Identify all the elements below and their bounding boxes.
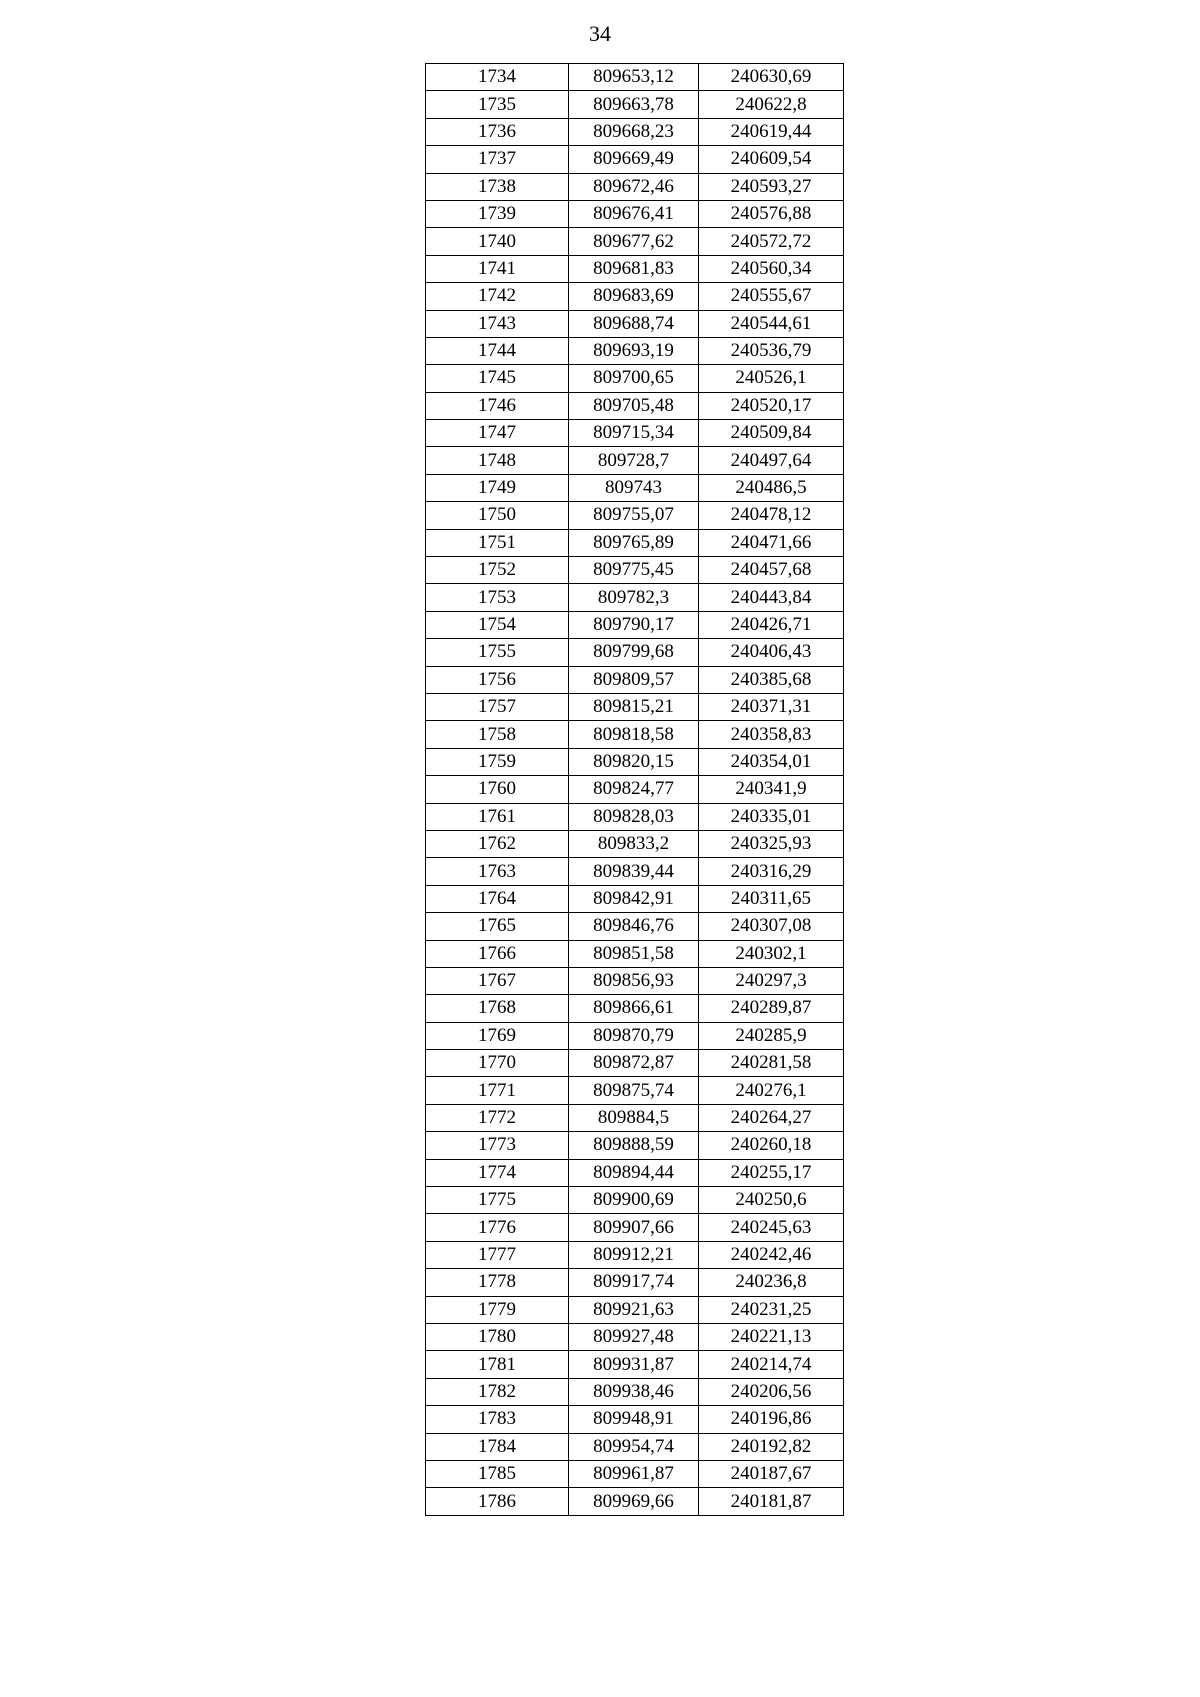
y-coordinate-cell: 240181,87 (699, 1488, 844, 1515)
table-row (426, 1104, 844, 1131)
y-coordinate-cell: 240555,67 (699, 283, 844, 310)
y-coordinate-cell: 240289,87 (699, 995, 844, 1022)
table-row (426, 830, 844, 857)
x-coordinate-cell: 809653,12 (569, 64, 699, 91)
point-number-cell: 1777 (426, 1241, 569, 1268)
table-row (426, 1406, 844, 1433)
point-number-cell: 1740 (426, 228, 569, 255)
x-coordinate-cell: 809856,93 (569, 967, 699, 994)
point-number-cell: 1783 (426, 1406, 569, 1433)
y-coordinate-cell: 240619,44 (699, 118, 844, 145)
point-number-cell: 1739 (426, 200, 569, 227)
point-number-cell: 1744 (426, 337, 569, 364)
y-coordinate-cell: 240311,65 (699, 885, 844, 912)
x-coordinate-cell: 809790,17 (569, 611, 699, 638)
y-coordinate-cell: 240236,8 (699, 1269, 844, 1296)
y-coordinate-cell: 240325,93 (699, 830, 844, 857)
point-number-cell: 1773 (426, 1132, 569, 1159)
x-coordinate-cell: 809884,5 (569, 1104, 699, 1131)
point-number-cell: 1764 (426, 885, 569, 912)
point-number-cell: 1753 (426, 584, 569, 611)
x-coordinate-cell: 809775,45 (569, 557, 699, 584)
point-number-cell: 1785 (426, 1460, 569, 1487)
table-row (426, 200, 844, 227)
x-coordinate-cell: 809688,74 (569, 310, 699, 337)
y-coordinate-cell: 240307,08 (699, 913, 844, 940)
table-row (426, 228, 844, 255)
table-row (426, 1077, 844, 1104)
x-coordinate-cell: 809833,2 (569, 830, 699, 857)
y-coordinate-cell: 240443,84 (699, 584, 844, 611)
x-coordinate-cell: 809839,44 (569, 858, 699, 885)
x-coordinate-cell: 809961,87 (569, 1460, 699, 1487)
table-row (426, 1488, 844, 1515)
y-coordinate-cell: 240622,8 (699, 91, 844, 118)
x-coordinate-cell: 809921,63 (569, 1296, 699, 1323)
table-row (426, 666, 844, 693)
point-number-cell: 1751 (426, 529, 569, 556)
point-number-cell: 1757 (426, 693, 569, 720)
table-row (426, 502, 844, 529)
y-coordinate-cell: 240341,9 (699, 776, 844, 803)
x-coordinate-cell: 809728,7 (569, 447, 699, 474)
y-coordinate-cell: 240276,1 (699, 1077, 844, 1104)
y-coordinate-cell: 240509,84 (699, 420, 844, 447)
x-coordinate-cell: 809715,34 (569, 420, 699, 447)
table-row (426, 118, 844, 145)
point-number-cell: 1756 (426, 666, 569, 693)
x-coordinate-cell: 809743 (569, 474, 699, 501)
y-coordinate-cell: 240192,82 (699, 1433, 844, 1460)
y-coordinate-cell: 240250,6 (699, 1187, 844, 1214)
y-coordinate-cell: 240497,64 (699, 447, 844, 474)
point-number-cell: 1759 (426, 748, 569, 775)
table-row (426, 1159, 844, 1186)
x-coordinate-cell: 809917,74 (569, 1269, 699, 1296)
point-number-cell: 1766 (426, 940, 569, 967)
y-coordinate-cell: 240371,31 (699, 693, 844, 720)
point-number-cell: 1752 (426, 557, 569, 584)
point-number-cell: 1735 (426, 91, 569, 118)
y-coordinate-cell: 240354,01 (699, 748, 844, 775)
y-coordinate-cell: 240187,67 (699, 1460, 844, 1487)
table-row (426, 639, 844, 666)
y-coordinate-cell: 240316,29 (699, 858, 844, 885)
point-number-cell: 1775 (426, 1187, 569, 1214)
table-row (426, 392, 844, 419)
table-row (426, 146, 844, 173)
point-number-cell: 1768 (426, 995, 569, 1022)
point-number-cell: 1746 (426, 392, 569, 419)
point-number-cell: 1767 (426, 967, 569, 994)
x-coordinate-cell: 809755,07 (569, 502, 699, 529)
table-row (426, 913, 844, 940)
point-number-cell: 1758 (426, 721, 569, 748)
point-number-cell: 1778 (426, 1269, 569, 1296)
x-coordinate-cell: 809672,46 (569, 173, 699, 200)
point-number-cell: 1749 (426, 474, 569, 501)
table-row (426, 310, 844, 337)
x-coordinate-cell: 809927,48 (569, 1323, 699, 1350)
table-row (426, 1022, 844, 1049)
point-number-cell: 1760 (426, 776, 569, 803)
x-coordinate-cell: 809912,21 (569, 1241, 699, 1268)
table-row (426, 858, 844, 885)
x-coordinate-cell: 809693,19 (569, 337, 699, 364)
table-row (426, 803, 844, 830)
y-coordinate-cell: 240526,1 (699, 365, 844, 392)
x-coordinate-cell: 809894,44 (569, 1159, 699, 1186)
x-coordinate-cell: 809888,59 (569, 1132, 699, 1159)
point-number-cell: 1737 (426, 146, 569, 173)
y-coordinate-cell: 240214,74 (699, 1351, 844, 1378)
x-coordinate-cell: 809668,23 (569, 118, 699, 145)
table-row (426, 1460, 844, 1487)
y-coordinate-cell: 240406,43 (699, 639, 844, 666)
point-number-cell: 1772 (426, 1104, 569, 1131)
x-coordinate-cell: 809931,87 (569, 1351, 699, 1378)
table-row (426, 1050, 844, 1077)
table-row (426, 365, 844, 392)
point-number-cell: 1784 (426, 1433, 569, 1460)
y-coordinate-cell: 240560,34 (699, 255, 844, 282)
x-coordinate-cell: 809851,58 (569, 940, 699, 967)
x-coordinate-cell: 809700,65 (569, 365, 699, 392)
y-coordinate-cell: 240478,12 (699, 502, 844, 529)
x-coordinate-cell: 809824,77 (569, 776, 699, 803)
point-number-cell: 1755 (426, 639, 569, 666)
table-row (426, 721, 844, 748)
y-coordinate-cell: 240358,83 (699, 721, 844, 748)
x-coordinate-cell: 809677,62 (569, 228, 699, 255)
page-number: 34 (589, 21, 611, 46)
point-number-cell: 1762 (426, 830, 569, 857)
point-number-cell: 1763 (426, 858, 569, 885)
point-number-cell: 1761 (426, 803, 569, 830)
point-number-cell: 1780 (426, 1323, 569, 1350)
table-row (426, 584, 844, 611)
table-row (426, 1378, 844, 1405)
table-row (426, 529, 844, 556)
table-row (426, 1132, 844, 1159)
table-row (426, 1433, 844, 1460)
x-coordinate-cell: 809846,76 (569, 913, 699, 940)
table-row (426, 940, 844, 967)
y-coordinate-cell: 240426,71 (699, 611, 844, 638)
y-coordinate-cell: 240457,68 (699, 557, 844, 584)
y-coordinate-cell: 240593,27 (699, 173, 844, 200)
table-row (426, 474, 844, 501)
point-number-cell: 1741 (426, 255, 569, 282)
y-coordinate-cell: 240196,86 (699, 1406, 844, 1433)
table-row (426, 967, 844, 994)
point-number-cell: 1781 (426, 1351, 569, 1378)
x-coordinate-cell: 809676,41 (569, 200, 699, 227)
point-number-cell: 1743 (426, 310, 569, 337)
y-coordinate-cell: 240260,18 (699, 1132, 844, 1159)
y-coordinate-cell: 240630,69 (699, 64, 844, 91)
table-row (426, 557, 844, 584)
point-number-cell: 1736 (426, 118, 569, 145)
x-coordinate-cell: 809938,46 (569, 1378, 699, 1405)
point-number-cell: 1776 (426, 1214, 569, 1241)
point-number-cell: 1765 (426, 913, 569, 940)
y-coordinate-cell: 240572,72 (699, 228, 844, 255)
y-coordinate-cell: 240486,5 (699, 474, 844, 501)
y-coordinate-cell: 240285,9 (699, 1022, 844, 1049)
point-number-cell: 1742 (426, 283, 569, 310)
point-number-cell: 1748 (426, 447, 569, 474)
table-row (426, 1351, 844, 1378)
x-coordinate-cell: 809842,91 (569, 885, 699, 912)
point-number-cell: 1786 (426, 1488, 569, 1515)
y-coordinate-cell: 240231,25 (699, 1296, 844, 1323)
y-coordinate-cell: 240242,46 (699, 1241, 844, 1268)
point-number-cell: 1745 (426, 365, 569, 392)
x-coordinate-cell: 809828,03 (569, 803, 699, 830)
point-number-cell: 1747 (426, 420, 569, 447)
table-row (426, 611, 844, 638)
table-row (426, 420, 844, 447)
x-coordinate-cell: 809872,87 (569, 1050, 699, 1077)
x-coordinate-cell: 809663,78 (569, 91, 699, 118)
x-coordinate-cell: 809799,68 (569, 639, 699, 666)
point-number-cell: 1782 (426, 1378, 569, 1405)
y-coordinate-cell: 240471,66 (699, 529, 844, 556)
x-coordinate-cell: 809683,69 (569, 283, 699, 310)
table-row (426, 995, 844, 1022)
y-coordinate-cell: 240264,27 (699, 1104, 844, 1131)
x-coordinate-cell: 809815,21 (569, 693, 699, 720)
y-coordinate-cell: 240281,58 (699, 1050, 844, 1077)
point-number-cell: 1770 (426, 1050, 569, 1077)
point-number-cell: 1771 (426, 1077, 569, 1104)
point-number-cell: 1779 (426, 1296, 569, 1323)
table-row (426, 1269, 844, 1296)
table-row (426, 91, 844, 118)
table-row (426, 1296, 844, 1323)
y-coordinate-cell: 240297,3 (699, 967, 844, 994)
y-coordinate-cell: 240544,61 (699, 310, 844, 337)
point-number-cell: 1769 (426, 1022, 569, 1049)
x-coordinate-cell: 809875,74 (569, 1077, 699, 1104)
x-coordinate-cell: 809782,3 (569, 584, 699, 611)
table-row (426, 447, 844, 474)
point-number-cell: 1754 (426, 611, 569, 638)
y-coordinate-cell: 240576,88 (699, 200, 844, 227)
table-row (426, 776, 844, 803)
table-row (426, 885, 844, 912)
y-coordinate-cell: 240255,17 (699, 1159, 844, 1186)
y-coordinate-cell: 240536,79 (699, 337, 844, 364)
x-coordinate-cell: 809809,57 (569, 666, 699, 693)
y-coordinate-cell: 240245,63 (699, 1214, 844, 1241)
x-coordinate-cell: 809705,48 (569, 392, 699, 419)
table-row (426, 283, 844, 310)
x-coordinate-cell: 809969,66 (569, 1488, 699, 1515)
x-coordinate-cell: 809948,91 (569, 1406, 699, 1433)
x-coordinate-cell: 809954,74 (569, 1433, 699, 1460)
table-row (426, 1187, 844, 1214)
point-number-cell: 1738 (426, 173, 569, 200)
x-coordinate-cell: 809907,66 (569, 1214, 699, 1241)
y-coordinate-cell: 240609,54 (699, 146, 844, 173)
x-coordinate-cell: 809820,15 (569, 748, 699, 775)
table-row (426, 64, 844, 91)
x-coordinate-cell: 809870,79 (569, 1022, 699, 1049)
y-coordinate-cell: 240520,17 (699, 392, 844, 419)
table-row (426, 1214, 844, 1241)
coordinates-table (425, 63, 844, 1516)
x-coordinate-cell: 809900,69 (569, 1187, 699, 1214)
x-coordinate-cell: 809681,83 (569, 255, 699, 282)
x-coordinate-cell: 809669,49 (569, 146, 699, 173)
coordinates-table-body (426, 64, 844, 1516)
x-coordinate-cell: 809765,89 (569, 529, 699, 556)
x-coordinate-cell: 809818,58 (569, 721, 699, 748)
table-row (426, 337, 844, 364)
table-row (426, 1323, 844, 1350)
table-row (426, 748, 844, 775)
y-coordinate-cell: 240385,68 (699, 666, 844, 693)
y-coordinate-cell: 240206,56 (699, 1378, 844, 1405)
point-number-cell: 1750 (426, 502, 569, 529)
table-row (426, 173, 844, 200)
x-coordinate-cell: 809866,61 (569, 995, 699, 1022)
table-row (426, 693, 844, 720)
y-coordinate-cell: 240221,13 (699, 1323, 844, 1350)
point-number-cell: 1734 (426, 64, 569, 91)
point-number-cell: 1774 (426, 1159, 569, 1186)
y-coordinate-cell: 240335,01 (699, 803, 844, 830)
table-row (426, 1241, 844, 1268)
table-row (426, 255, 844, 282)
y-coordinate-cell: 240302,1 (699, 940, 844, 967)
